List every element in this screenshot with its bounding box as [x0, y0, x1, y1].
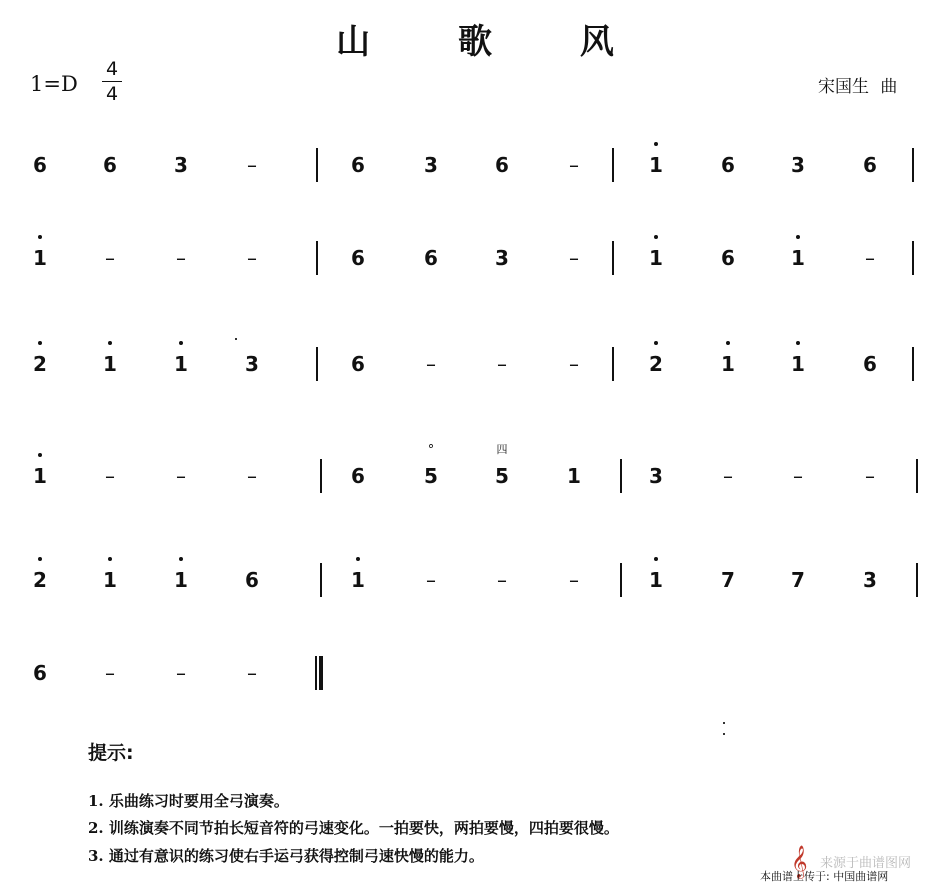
- note: 1: [98, 344, 122, 384]
- note: 6: [351, 464, 365, 488]
- note: 1: [644, 560, 668, 600]
- note: 6: [351, 246, 365, 270]
- bar-line: [612, 148, 614, 182]
- note: 1: [98, 560, 122, 600]
- bar-line: [620, 563, 622, 597]
- note: 6: [424, 246, 438, 270]
- high-octave-dot: [38, 453, 42, 457]
- note: 2: [28, 560, 52, 600]
- high-octave-dot: [38, 341, 42, 345]
- note: 3: [495, 246, 509, 270]
- note: 1: [786, 344, 810, 384]
- high-octave-dot: [654, 557, 658, 561]
- high-octave-dot: [796, 235, 800, 239]
- final-barline-thin: [315, 656, 317, 690]
- high-octave-dot: [654, 235, 658, 239]
- hold-dash: –: [569, 246, 579, 270]
- bar-line: [912, 148, 914, 182]
- speck: [235, 338, 237, 340]
- note: 3: [649, 464, 663, 488]
- hold-dash: –: [569, 568, 579, 592]
- note: 1: [644, 238, 668, 278]
- hold-dash: –: [176, 246, 186, 270]
- hint-item: 1. 乐曲练习时要用全弓演奏。: [88, 792, 289, 810]
- score-line: [0, 653, 950, 693]
- hold-dash: –: [723, 464, 733, 488]
- composer-credit: 宋国生 曲: [818, 77, 898, 97]
- hold-dash: –: [569, 352, 579, 376]
- note: 1: [644, 145, 668, 185]
- time-signature-bottom: 4: [105, 83, 119, 105]
- high-octave-dot: [726, 341, 730, 345]
- high-octave-dot: [108, 341, 112, 345]
- key-signature: 1=D: [30, 72, 78, 96]
- hold-dash: –: [176, 661, 186, 685]
- note: 5 °: [419, 456, 443, 496]
- hold-dash: –: [105, 464, 115, 488]
- hold-dash: –: [247, 661, 257, 685]
- bar-line: [612, 347, 614, 381]
- watermark-text: 来源于曲谱图网: [820, 856, 912, 871]
- high-octave-dot: [179, 557, 183, 561]
- note: 6: [351, 153, 365, 177]
- footer-credit: 本曲谱上传于: 中国曲谱网: [760, 870, 889, 883]
- hold-dash: –: [793, 464, 803, 488]
- speck: [723, 733, 725, 735]
- note: 1: [786, 238, 810, 278]
- high-octave-dot: [654, 341, 658, 345]
- bar-line: [620, 459, 622, 493]
- note: 6: [33, 153, 47, 177]
- note: 6: [245, 568, 259, 592]
- hold-dash: –: [426, 568, 436, 592]
- note: 1: [567, 464, 581, 488]
- high-octave-dot: [38, 235, 42, 239]
- note: 6: [863, 153, 877, 177]
- note: 3: [245, 352, 259, 376]
- note: 1: [169, 560, 193, 600]
- hint-item: 3. 通过有意识的练习使右手运弓获得控制弓速快慢的能力。: [88, 847, 484, 865]
- note: 6: [33, 661, 47, 685]
- high-octave-dot: [796, 341, 800, 345]
- bar-line: [912, 241, 914, 275]
- final-barline-thick: [319, 656, 323, 690]
- note: 1: [716, 344, 740, 384]
- hold-dash: –: [105, 661, 115, 685]
- note: 2: [644, 344, 668, 384]
- note: 6: [103, 153, 117, 177]
- hold-dash: –: [569, 153, 579, 177]
- bar-line: [316, 148, 318, 182]
- score-line: [0, 344, 950, 384]
- note: 2: [28, 344, 52, 384]
- hint-item: 2. 训练演奏不同节拍长短音符的弓速变化。一拍要快，两拍要慢，四拍要很慢。: [88, 819, 619, 837]
- note: 1: [346, 560, 370, 600]
- note: 6: [351, 352, 365, 376]
- note: 7: [791, 568, 805, 592]
- bar-line: [320, 459, 322, 493]
- note: 6: [495, 153, 509, 177]
- note: 5 四: [490, 456, 514, 496]
- bar-line: [912, 347, 914, 381]
- hold-dash: –: [247, 153, 257, 177]
- time-signature-divider: [102, 81, 122, 82]
- note: 3: [424, 153, 438, 177]
- score-line: [0, 145, 950, 185]
- note: 3: [174, 153, 188, 177]
- score-line: [0, 238, 950, 278]
- note: 6: [721, 246, 735, 270]
- bar-line: [316, 241, 318, 275]
- score-title: 山 歌 风: [336, 22, 652, 62]
- high-octave-dot: [654, 142, 658, 146]
- score-line: [0, 443, 950, 496]
- hold-dash: –: [247, 464, 257, 488]
- hold-dash: –: [426, 352, 436, 376]
- note: 7: [721, 568, 735, 592]
- speck: [723, 722, 725, 724]
- treble-clef-logo-icon: 𝄞: [791, 845, 808, 878]
- bar-line: [916, 459, 918, 493]
- hold-dash: –: [865, 246, 875, 270]
- bar-line: [612, 241, 614, 275]
- bar-line: [320, 563, 322, 597]
- note: 1: [169, 344, 193, 384]
- time-signature: [102, 58, 122, 105]
- hold-dash: –: [247, 246, 257, 270]
- high-octave-dot: [38, 557, 42, 561]
- note: 3: [863, 568, 877, 592]
- hold-dash: –: [105, 246, 115, 270]
- high-octave-dot: [108, 557, 112, 561]
- hold-dash: –: [865, 464, 875, 488]
- note: 1: [28, 238, 52, 278]
- note: 6: [721, 153, 735, 177]
- hints-title: 提示:: [88, 742, 134, 764]
- harmonic-mark: °: [427, 443, 435, 458]
- bar-line: [316, 347, 318, 381]
- hold-dash: –: [176, 464, 186, 488]
- string-mark: 四: [496, 443, 508, 456]
- score-line: [0, 560, 950, 600]
- hold-dash: –: [497, 568, 507, 592]
- high-octave-dot: [179, 341, 183, 345]
- note: 3: [791, 153, 805, 177]
- high-octave-dot: [356, 557, 360, 561]
- time-signature-top: 4: [105, 58, 119, 80]
- note: 6: [863, 352, 877, 376]
- bar-line: [916, 563, 918, 597]
- note: 1: [28, 456, 52, 496]
- hold-dash: –: [497, 352, 507, 376]
